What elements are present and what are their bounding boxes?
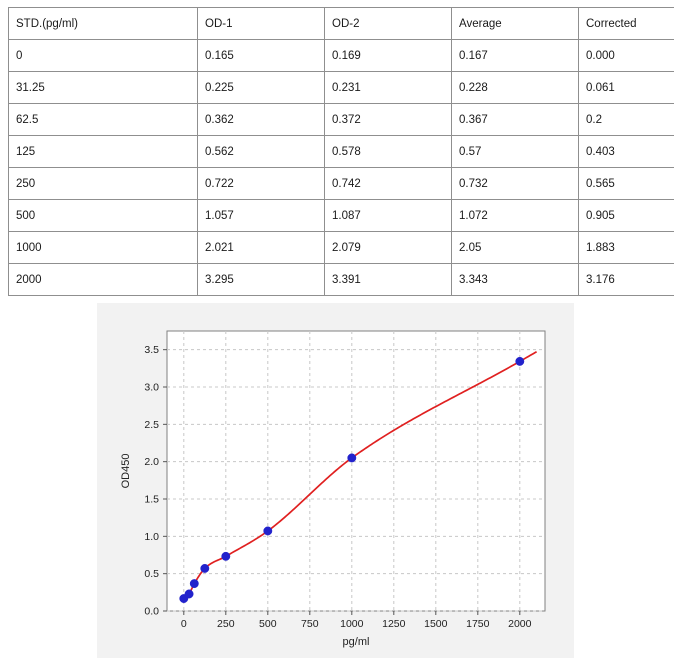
table-row (9, 104, 674, 136)
svg-text:250: 250 (217, 618, 235, 630)
table-row (9, 136, 674, 168)
column-header-od1: OD-1 (198, 8, 325, 40)
svg-text:0.5: 0.5 (144, 568, 159, 580)
cell-std: 0 (9, 40, 198, 72)
cell-corrected: 1.883 (579, 232, 674, 264)
cell-std: 500 (9, 200, 198, 232)
cell-od1: 3.295 (198, 264, 325, 296)
cell-std: 31.25 (9, 72, 198, 104)
svg-text:500: 500 (259, 618, 277, 630)
cell-corrected: 0.403 (579, 136, 674, 168)
cell-od2: 1.087 (325, 200, 452, 232)
cell-od1: 1.057 (198, 200, 325, 232)
svg-text:2.0: 2.0 (144, 456, 159, 468)
svg-text:OD450: OD450 (120, 454, 132, 489)
cell-std: 250 (9, 168, 198, 200)
table-row (9, 232, 674, 264)
cell-average: 0.732 (452, 168, 579, 200)
cell-od1: 0.722 (198, 168, 325, 200)
cell-corrected: 0.061 (579, 72, 674, 104)
cell-std: 2000 (9, 264, 198, 296)
cell-od1: 0.562 (198, 136, 325, 168)
cell-od2: 3.391 (325, 264, 452, 296)
cell-average: 1.072 (452, 200, 579, 232)
svg-text:750: 750 (301, 618, 319, 630)
cell-average: 0.167 (452, 40, 579, 72)
chart-svg (97, 303, 574, 658)
svg-text:1.5: 1.5 (144, 494, 159, 506)
svg-text:0.0: 0.0 (144, 606, 159, 618)
cell-od1: 0.362 (198, 104, 325, 136)
table-row (9, 168, 674, 200)
cell-od2: 0.169 (325, 40, 452, 72)
cell-std: 1000 (9, 232, 198, 264)
cell-corrected: 0.905 (579, 200, 674, 232)
standard-curve-chart (97, 303, 574, 658)
cell-std: 125 (9, 136, 198, 168)
svg-text:0: 0 (181, 618, 187, 630)
cell-average: 0.57 (452, 136, 579, 168)
cell-average: 2.05 (452, 232, 579, 264)
svg-text:1000: 1000 (340, 618, 364, 630)
cell-corrected: 0.000 (579, 40, 674, 72)
table-row (9, 40, 674, 72)
cell-average: 3.343 (452, 264, 579, 296)
column-header-std: STD.(pg/ml) (9, 8, 198, 40)
column-header-average: Average (452, 8, 579, 40)
cell-corrected: 3.176 (579, 264, 674, 296)
svg-text:2.5: 2.5 (144, 419, 159, 431)
cell-corrected: 0.2 (579, 104, 674, 136)
column-header-corrected: Corrected (579, 8, 674, 40)
cell-od2: 0.578 (325, 136, 452, 168)
standard-curve-table (8, 7, 674, 296)
svg-text:3.0: 3.0 (144, 382, 159, 394)
cell-od1: 0.225 (198, 72, 325, 104)
svg-text:1.0: 1.0 (144, 531, 159, 543)
cell-corrected: 0.565 (579, 168, 674, 200)
cell-std: 62.5 (9, 104, 198, 136)
svg-text:pg/ml: pg/ml (343, 636, 370, 648)
table-row (9, 200, 674, 232)
cell-average: 0.228 (452, 72, 579, 104)
table-row (9, 72, 674, 104)
svg-text:1500: 1500 (424, 618, 448, 630)
cell-od1: 0.165 (198, 40, 325, 72)
cell-od2: 0.742 (325, 168, 452, 200)
cell-od2: 0.231 (325, 72, 452, 104)
cell-od1: 2.021 (198, 232, 325, 264)
cell-od2: 0.372 (325, 104, 452, 136)
svg-text:1750: 1750 (466, 618, 490, 630)
svg-text:1250: 1250 (382, 618, 406, 630)
table-header-row (9, 8, 674, 40)
column-header-od2: OD-2 (325, 8, 452, 40)
cell-od2: 2.079 (325, 232, 452, 264)
table-row (9, 264, 674, 296)
chart-plot-area (97, 303, 574, 658)
cell-average: 0.367 (452, 104, 579, 136)
svg-text:2000: 2000 (508, 618, 532, 630)
svg-text:3.5: 3.5 (144, 344, 159, 356)
